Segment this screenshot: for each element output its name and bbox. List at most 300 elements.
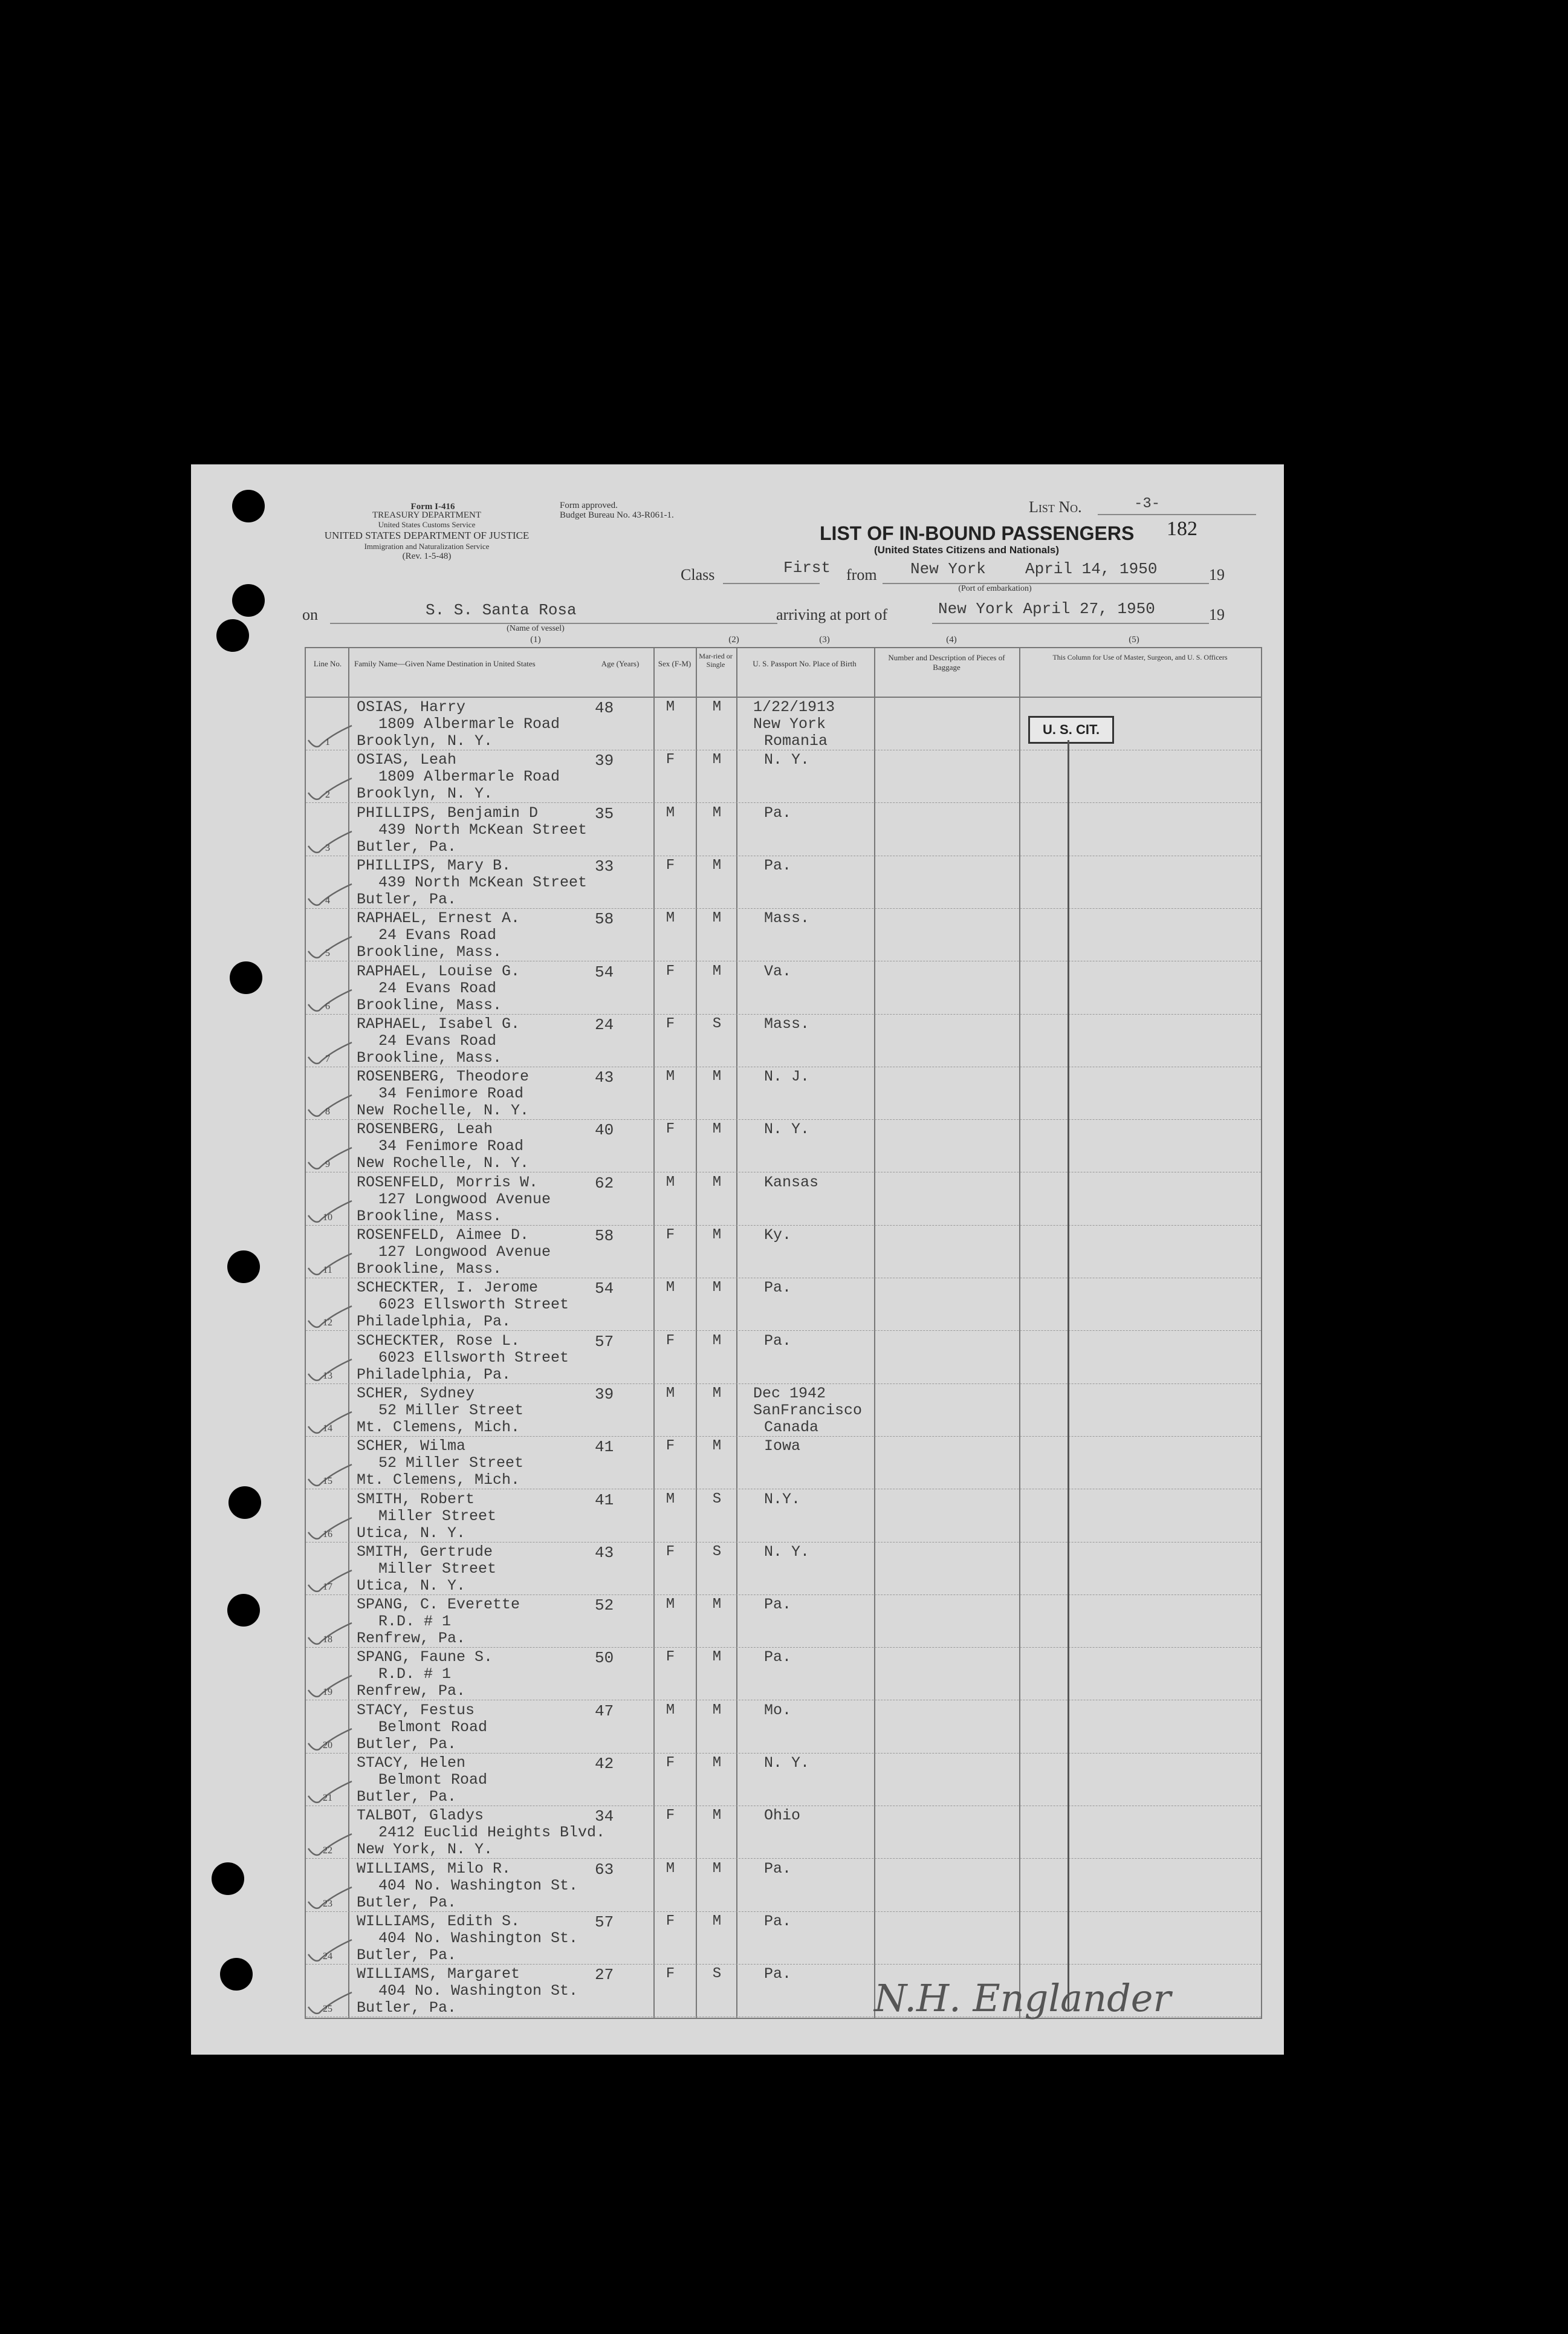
passport-number: Dec 1942 — [753, 1384, 826, 1402]
table-row — [306, 1384, 1261, 1437]
birth-place: N. Y. — [764, 751, 810, 769]
city-state: Butler, Pa. — [357, 1788, 457, 1806]
year-suffix-2: 19 — [1209, 606, 1225, 623]
passport-birthplace — [753, 699, 835, 750]
passenger-name — [357, 1913, 578, 1964]
year-suffix: 19 — [1209, 566, 1225, 584]
line-number: 21 — [323, 1793, 332, 1803]
passenger-name — [357, 963, 520, 1014]
family-given-name: SPANG, Faune S. — [357, 1648, 493, 1666]
marital-status: M — [712, 1332, 722, 1349]
birth-place: N. J. — [764, 1068, 810, 1086]
family-given-name: PHILLIPS, Mary B. — [357, 856, 511, 874]
passport-birthplace — [753, 910, 809, 927]
vessel-caption: (Name of vessel) — [507, 624, 565, 633]
passport-birthplace — [753, 1807, 800, 1824]
line-number: 25 — [323, 2004, 332, 2015]
sex: M — [666, 1490, 675, 1507]
marital-status: M — [712, 1596, 722, 1613]
street-address: Miller Street — [378, 1507, 497, 1525]
col-num-2: (2) — [728, 635, 739, 645]
line-number: 20 — [323, 1740, 332, 1750]
street-address: 439 North McKean Street — [378, 821, 588, 839]
family-given-name: WILLIAMS, Margaret — [357, 1965, 520, 1983]
line-number: 6 — [325, 1001, 330, 1012]
passenger-name — [357, 1966, 578, 2017]
table-row — [306, 750, 1261, 803]
birth-place: Pa. — [764, 1648, 792, 1666]
us-citizen-stamp: U. S. CIT. — [1028, 716, 1114, 744]
family-given-name: PHILLIPS, Benjamin D — [357, 804, 539, 822]
city-state: Renfrew, Pa. — [357, 1630, 466, 1648]
passport-birthplace — [753, 963, 791, 980]
family-given-name: ROSENFELD, Morris W. — [357, 1173, 539, 1191]
line-number: 11 — [323, 1265, 332, 1275]
passenger-name — [357, 1121, 529, 1172]
family-given-name: RAPHAEL, Louise G. — [357, 962, 520, 980]
birth-place: Romania — [764, 732, 828, 750]
passenger-name — [357, 910, 520, 961]
page-number: 182 — [1167, 518, 1197, 540]
street-address: R.D. # 1 — [378, 1665, 452, 1683]
passport-birthplace — [753, 752, 809, 769]
line-number: 17 — [323, 1581, 332, 1592]
city-state: New York, N. Y. — [357, 1841, 493, 1859]
marital-status: M — [712, 1121, 722, 1138]
passport-birthplace — [753, 1068, 809, 1085]
street-address: Belmont Road — [378, 1771, 488, 1789]
family-given-name: SMITH, Gertrude — [357, 1542, 493, 1561]
sex: F — [666, 1966, 675, 1983]
street-address: 1809 Albermarle Road — [378, 768, 560, 786]
street-address: 24 Evans Road — [378, 979, 497, 997]
manifest-subtitle: (United States Citizens and Nationals) — [874, 544, 1060, 556]
age: 43 — [595, 1068, 614, 1087]
line-number: 23 — [323, 1898, 332, 1909]
family-given-name: SCHECKTER, Rose L. — [357, 1331, 520, 1350]
birth-place: N. Y. — [764, 1754, 810, 1772]
dept-justice: UNITED STATES DEPARTMENT OF JUSTICE — [324, 530, 530, 541]
sex: M — [666, 1279, 675, 1296]
punch-hole — [232, 490, 265, 522]
table-row — [306, 1120, 1261, 1172]
marital-status: M — [712, 1438, 722, 1455]
passport-birthplace — [753, 1438, 800, 1455]
street-address: 1809 Albermarle Road — [378, 715, 560, 733]
marital-status: M — [712, 1702, 722, 1718]
sex: F — [666, 1649, 675, 1666]
age: 48 — [595, 699, 614, 717]
passenger-name — [357, 1755, 487, 1806]
table-row — [306, 804, 1261, 856]
birth-place: Mass. — [764, 909, 810, 928]
marital-status: M — [712, 1227, 722, 1243]
family-given-name: RAPHAEL, Isabel G. — [357, 1015, 520, 1033]
punch-hole — [216, 619, 249, 652]
table-row — [306, 1015, 1261, 1067]
punch-hole — [228, 1486, 261, 1519]
marital-status: M — [712, 1068, 722, 1085]
passport-birthplace — [753, 1385, 862, 1436]
birth-place: Ky. — [764, 1226, 792, 1244]
city-state: Brookline, Mass. — [357, 1260, 502, 1278]
city-state: New Rochelle, N. Y. — [357, 1102, 530, 1120]
line-number: 24 — [323, 1951, 332, 1962]
table-row — [306, 1859, 1261, 1912]
birth-place: N. Y. — [764, 1542, 810, 1561]
birth-place: Va. — [764, 962, 792, 980]
city-state: Butler, Pa. — [357, 1946, 457, 1964]
family-given-name: RAPHAEL, Ernest A. — [357, 909, 520, 928]
class-value: First — [783, 559, 831, 577]
passport-birthplace — [753, 857, 791, 874]
city-state: Utica, N. Y. — [357, 1576, 466, 1594]
street-address: 404 No. Washington St. — [378, 1982, 578, 2000]
city-state: Brookline, Mass. — [357, 1048, 502, 1067]
col-num-3: (3) — [819, 635, 830, 645]
birth-city: SanFrancisco — [753, 1401, 863, 1419]
age: 52 — [595, 1596, 614, 1615]
age: 41 — [595, 1490, 614, 1509]
table-row — [306, 1437, 1261, 1489]
from-port: New York — [910, 560, 986, 578]
marital-status: M — [712, 1385, 722, 1402]
marital-status: M — [712, 857, 722, 874]
sex: M — [666, 804, 675, 821]
col-header-name: Family Name—Given Name Destination in United States — [354, 659, 536, 668]
punch-hole — [212, 1862, 244, 1895]
passport-birthplace — [753, 1016, 809, 1033]
family-given-name: ROSENBERG, Leah — [357, 1120, 493, 1139]
marital-status: M — [712, 963, 722, 980]
marital-status: M — [712, 1649, 722, 1666]
marital-status: M — [712, 804, 722, 821]
age: 41 — [595, 1438, 614, 1457]
family-given-name: WILLIAMS, Edith S. — [357, 1912, 520, 1930]
birth-place: Pa. — [764, 856, 792, 874]
line-number: 2 — [325, 790, 330, 801]
city-state: Brooklyn, N. Y. — [357, 732, 493, 750]
age: 58 — [595, 1227, 614, 1245]
arrival-value: New York April 27, 1950 — [938, 600, 1155, 618]
sex: M — [666, 910, 675, 927]
passenger-name — [357, 1227, 551, 1278]
manifest-page — [191, 464, 1284, 2055]
passport-birthplace — [753, 1913, 791, 1930]
street-address: R.D. # 1 — [378, 1613, 452, 1631]
table-row — [306, 1226, 1261, 1278]
city-state: Mt. Clemens, Mich. — [357, 1471, 520, 1489]
inspector-signature: N.H. Englander — [874, 1976, 1171, 2020]
from-label: from — [846, 566, 877, 584]
passport-birthplace — [753, 1279, 791, 1296]
passenger-name — [357, 1279, 569, 1330]
passenger-table — [305, 647, 1262, 2019]
dept-treasury: TREASURY DEPARTMENT — [372, 510, 482, 520]
marital-status: S — [712, 1015, 722, 1032]
family-given-name: OSIAS, Leah — [357, 751, 457, 769]
line-number: 9 — [325, 1159, 330, 1170]
marital-status: M — [712, 910, 722, 927]
passenger-name — [357, 699, 560, 750]
age: 58 — [595, 910, 614, 929]
city-state: Brooklyn, N. Y. — [357, 785, 493, 803]
table-row — [306, 856, 1261, 909]
table-row — [306, 909, 1261, 961]
budget-bureau: Budget Bureau No. 43-R061-1. — [560, 510, 674, 520]
sex: F — [666, 1755, 675, 1771]
passport-number: 1/22/1913 — [753, 698, 835, 716]
table-row — [306, 1490, 1261, 1542]
street-address: 52 Miller Street — [378, 1454, 524, 1472]
age: 57 — [595, 1332, 614, 1351]
col-header-officers: This Column for Use of Master, Surgeon, and U. S. Officers — [1052, 653, 1228, 662]
passport-birthplace — [753, 1227, 791, 1244]
passenger-name — [357, 1491, 496, 1542]
street-address: 24 Evans Road — [378, 926, 497, 944]
birth-place: N. Y. — [764, 1120, 810, 1139]
family-given-name: SMITH, Robert — [357, 1490, 475, 1508]
vessel-name: S. S. Santa Rosa — [426, 601, 577, 619]
sex: M — [666, 699, 675, 715]
birth-place: Iowa — [764, 1437, 801, 1455]
line-number: 19 — [323, 1687, 332, 1698]
passport-birthplace — [753, 1861, 791, 1877]
table-row — [306, 1542, 1261, 1595]
marital-status: M — [712, 1807, 722, 1824]
marital-status: M — [712, 699, 722, 715]
table-row — [306, 962, 1261, 1015]
passport-birthplace — [753, 1333, 791, 1350]
sex: F — [666, 1438, 675, 1455]
from-date: April 14, 1950 — [1025, 560, 1158, 578]
marital-status: M — [712, 1755, 722, 1771]
city-state: Brookline, Mass. — [357, 943, 502, 961]
passenger-name — [357, 1333, 569, 1383]
street-address: 404 No. Washington St. — [378, 1929, 578, 1947]
age: 57 — [595, 1913, 614, 1931]
arriving-label: arriving at port of — [776, 606, 888, 623]
city-state: Mt. Clemens, Mich. — [357, 1418, 520, 1436]
city-state: Butler, Pa. — [357, 890, 457, 908]
street-address: 6023 Ellsworth Street — [378, 1348, 569, 1367]
family-given-name: WILLIAMS, Milo R. — [357, 1859, 511, 1877]
passenger-name — [357, 752, 560, 802]
age: 27 — [595, 1966, 614, 1985]
marital-status: M — [712, 1913, 722, 1929]
birth-place: Mass. — [764, 1015, 810, 1033]
table-row — [306, 1754, 1261, 1806]
line-number: 5 — [325, 948, 330, 959]
birth-place: Pa. — [764, 1596, 792, 1614]
passport-birthplace — [753, 1702, 791, 1719]
line-number: 8 — [325, 1107, 330, 1117]
family-given-name: SCHER, Sydney — [357, 1384, 475, 1402]
age: 62 — [595, 1174, 614, 1192]
passport-birthplace — [753, 1649, 791, 1666]
family-given-name: SCHECKTER, I. Jerome — [357, 1279, 539, 1297]
birth-place: Ohio — [764, 1807, 801, 1825]
arrival-line — [932, 623, 1209, 624]
sex: F — [666, 963, 675, 980]
col-num-5: (5) — [1129, 635, 1139, 645]
col-num-1: (1) — [530, 635, 541, 645]
sex: F — [666, 1807, 675, 1824]
age: 33 — [595, 857, 614, 876]
sex: F — [666, 1015, 675, 1032]
passenger-name — [357, 1068, 529, 1119]
table-row — [306, 1701, 1261, 1754]
passenger-name — [357, 1807, 605, 1858]
passport-birthplace — [753, 1174, 818, 1191]
family-given-name: STACY, Helen — [357, 1754, 466, 1772]
col-num-4: (4) — [946, 635, 957, 645]
line-number: 10 — [323, 1212, 332, 1223]
punch-hole — [220, 1958, 253, 1991]
passport-birthplace — [753, 1544, 809, 1561]
city-state: Butler, Pa. — [357, 837, 457, 856]
col-header-married: Mar-ried or Single — [699, 652, 733, 669]
table-row — [306, 1173, 1261, 1226]
col-header-age: Age (Years) — [601, 659, 640, 668]
table-row — [306, 1331, 1261, 1384]
marital-status: S — [712, 1543, 722, 1560]
table-row — [306, 1648, 1261, 1700]
passenger-name — [357, 1438, 523, 1489]
passenger-name — [357, 1385, 523, 1436]
sex: F — [666, 1332, 675, 1349]
age: 63 — [595, 1860, 614, 1879]
punch-hole — [227, 1250, 260, 1283]
birth-city: New York — [753, 715, 826, 733]
street-address: 24 Evans Road — [378, 1032, 497, 1050]
birth-place: Pa. — [764, 1859, 792, 1877]
city-state: Butler, Pa. — [357, 1999, 457, 2017]
on-label: on — [302, 606, 318, 623]
col-header-baggage: Number and Description of Pieces of Baggage — [888, 653, 1005, 672]
street-address: 127 Longwood Avenue — [378, 1243, 551, 1261]
street-address: 34 Fenimore Road — [378, 1085, 524, 1103]
line-number: 1 — [325, 737, 330, 747]
table-row — [306, 1912, 1261, 1965]
punch-hole — [227, 1594, 260, 1627]
street-address: 2412 Euclid Heights Blvd. — [378, 1824, 606, 1842]
family-given-name: SPANG, C. Everette — [357, 1596, 520, 1614]
city-state: Butler, Pa. — [357, 1735, 457, 1753]
sex: F — [666, 1913, 675, 1929]
line-number: 13 — [323, 1370, 332, 1381]
city-state: Utica, N. Y. — [357, 1524, 466, 1542]
list-no-line — [1098, 514, 1256, 515]
passport-birthplace — [753, 805, 791, 822]
port-caption: (Port of embarkation) — [958, 584, 1032, 593]
sex: M — [666, 1860, 675, 1877]
birth-place: Canada — [764, 1418, 819, 1436]
street-address: Belmont Road — [378, 1718, 488, 1736]
sex: M — [666, 1596, 675, 1613]
table-row — [306, 698, 1261, 750]
punch-hole — [232, 584, 265, 617]
punch-hole — [230, 961, 262, 994]
city-state: Brookline, Mass. — [357, 1207, 502, 1225]
sex: M — [666, 1385, 675, 1402]
class-line — [723, 583, 820, 584]
age: 39 — [595, 1385, 614, 1403]
street-address: 127 Longwood Avenue — [378, 1190, 551, 1208]
street-address: 34 Fenimore Road — [378, 1137, 524, 1156]
line-number: 22 — [323, 1845, 332, 1856]
form-approved: Form approved. — [560, 501, 618, 510]
family-given-name: ROSENBERG, Theodore — [357, 1068, 530, 1086]
street-address: 404 No. Washington St. — [378, 1876, 578, 1894]
family-given-name: STACY, Festus — [357, 1701, 475, 1719]
passenger-name — [357, 1649, 493, 1700]
sex: F — [666, 1121, 675, 1138]
passenger-name — [357, 1544, 496, 1594]
list-no-label: List No. — [1029, 498, 1082, 516]
col-header-sex: Sex (F-M) — [658, 659, 692, 668]
marital-status: S — [712, 1490, 722, 1507]
passport-birthplace — [753, 1121, 809, 1138]
family-given-name: TALBOT, Gladys — [357, 1807, 484, 1825]
line-number: 15 — [323, 1476, 332, 1487]
stamp-line — [1067, 740, 1069, 2010]
age: 54 — [595, 963, 614, 981]
birth-place: Pa. — [764, 1912, 792, 1930]
form-number: Form I-416 — [410, 502, 455, 512]
dept-treasury-sub: United States Customs Service — [378, 520, 476, 529]
col-header-passport: U. S. Passport No. Place of Birth — [753, 659, 857, 668]
revision: (Rev. 1-5-48) — [402, 551, 452, 561]
age: 24 — [595, 1015, 614, 1034]
birth-place: Kansas — [764, 1173, 819, 1191]
city-state: Butler, Pa. — [357, 1893, 457, 1911]
marital-status: M — [712, 1174, 722, 1191]
age: 34 — [595, 1807, 614, 1826]
passenger-name — [357, 857, 587, 908]
line-number: 14 — [323, 1423, 332, 1434]
family-given-name: ROSENFELD, Aimee D. — [357, 1226, 530, 1244]
marital-status: M — [712, 752, 722, 769]
age: 40 — [595, 1121, 614, 1140]
passenger-name — [357, 1174, 551, 1225]
sex: F — [666, 1543, 675, 1560]
marital-status: M — [712, 1860, 722, 1877]
line-number: 3 — [325, 842, 330, 853]
line-number: 12 — [323, 1318, 332, 1328]
passport-birthplace — [753, 1966, 791, 1983]
passport-birthplace — [753, 1596, 791, 1613]
passenger-name — [357, 1016, 520, 1067]
line-number: 16 — [323, 1529, 332, 1539]
sex: F — [666, 857, 675, 874]
passenger-name — [357, 1702, 487, 1753]
line-number: 7 — [325, 1053, 330, 1064]
birth-place: Mo. — [764, 1701, 792, 1719]
street-address: 52 Miller Street — [378, 1401, 524, 1419]
age: 54 — [595, 1279, 614, 1298]
table-row — [306, 1278, 1261, 1331]
sex: M — [666, 1068, 675, 1085]
sex: F — [666, 1227, 675, 1243]
table-row — [306, 1067, 1261, 1120]
family-given-name: OSIAS, Harry — [357, 698, 466, 716]
city-state: Brookline, Mass. — [357, 996, 502, 1014]
passenger-name — [357, 1861, 578, 1911]
table-row — [306, 1595, 1261, 1648]
table-row — [306, 1806, 1261, 1859]
birth-place: Pa. — [764, 804, 792, 822]
